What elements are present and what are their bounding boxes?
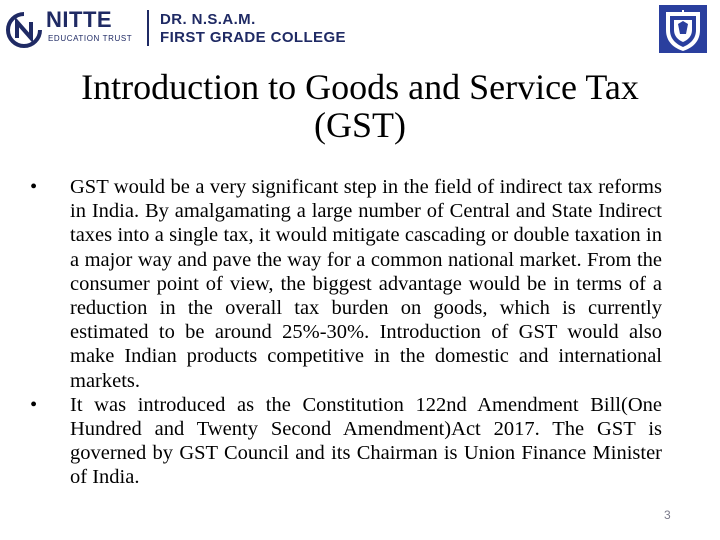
slide-title: Introduction to Goods and Service Tax (GST) [81,67,639,145]
bullet-item [30,175,662,393]
bullet-marker: • [30,176,38,198]
header-divider [147,10,149,46]
college-crest-icon [658,4,708,54]
brand-subtitle: EDUCATION TRUST [48,34,133,43]
slide-header [0,0,720,58]
page-number: 3 [664,508,671,522]
bullet-list [30,175,662,490]
nitte-logo-icon [6,12,42,48]
brand-name: NITTE [46,7,113,32]
bullet-item [30,393,662,490]
college-name-line-1: DR. N.S.A.M. [160,11,256,28]
bullet-text: It was introduced as the Constitution 122nd Amendment Bill(One Hundred and Twenty Second Amendment)Act 2017. The GST is governed by GST Council and its Chairman is Union Finance Minister of India. [70,393,662,489]
bullet-marker: • [30,393,38,416]
bullet-text: GST would be a very significant step in the field of indirect tax reforms in India. By amalgamating a large number of Central and State Indirect taxes into a single tax, it would mitigate cascading or double taxation in a major way and pave the way for a common national market. From the consumer point of view, the biggest advantage would be in terms of a reduction in the overall tax burden on goods, which is currently estimated to be around 25%-30%. Introduction of GST would also make Indian products competitive in the domestic and international markets. [70,176,662,392]
college-name-line-2: FIRST GRADE COLLEGE [160,29,346,46]
